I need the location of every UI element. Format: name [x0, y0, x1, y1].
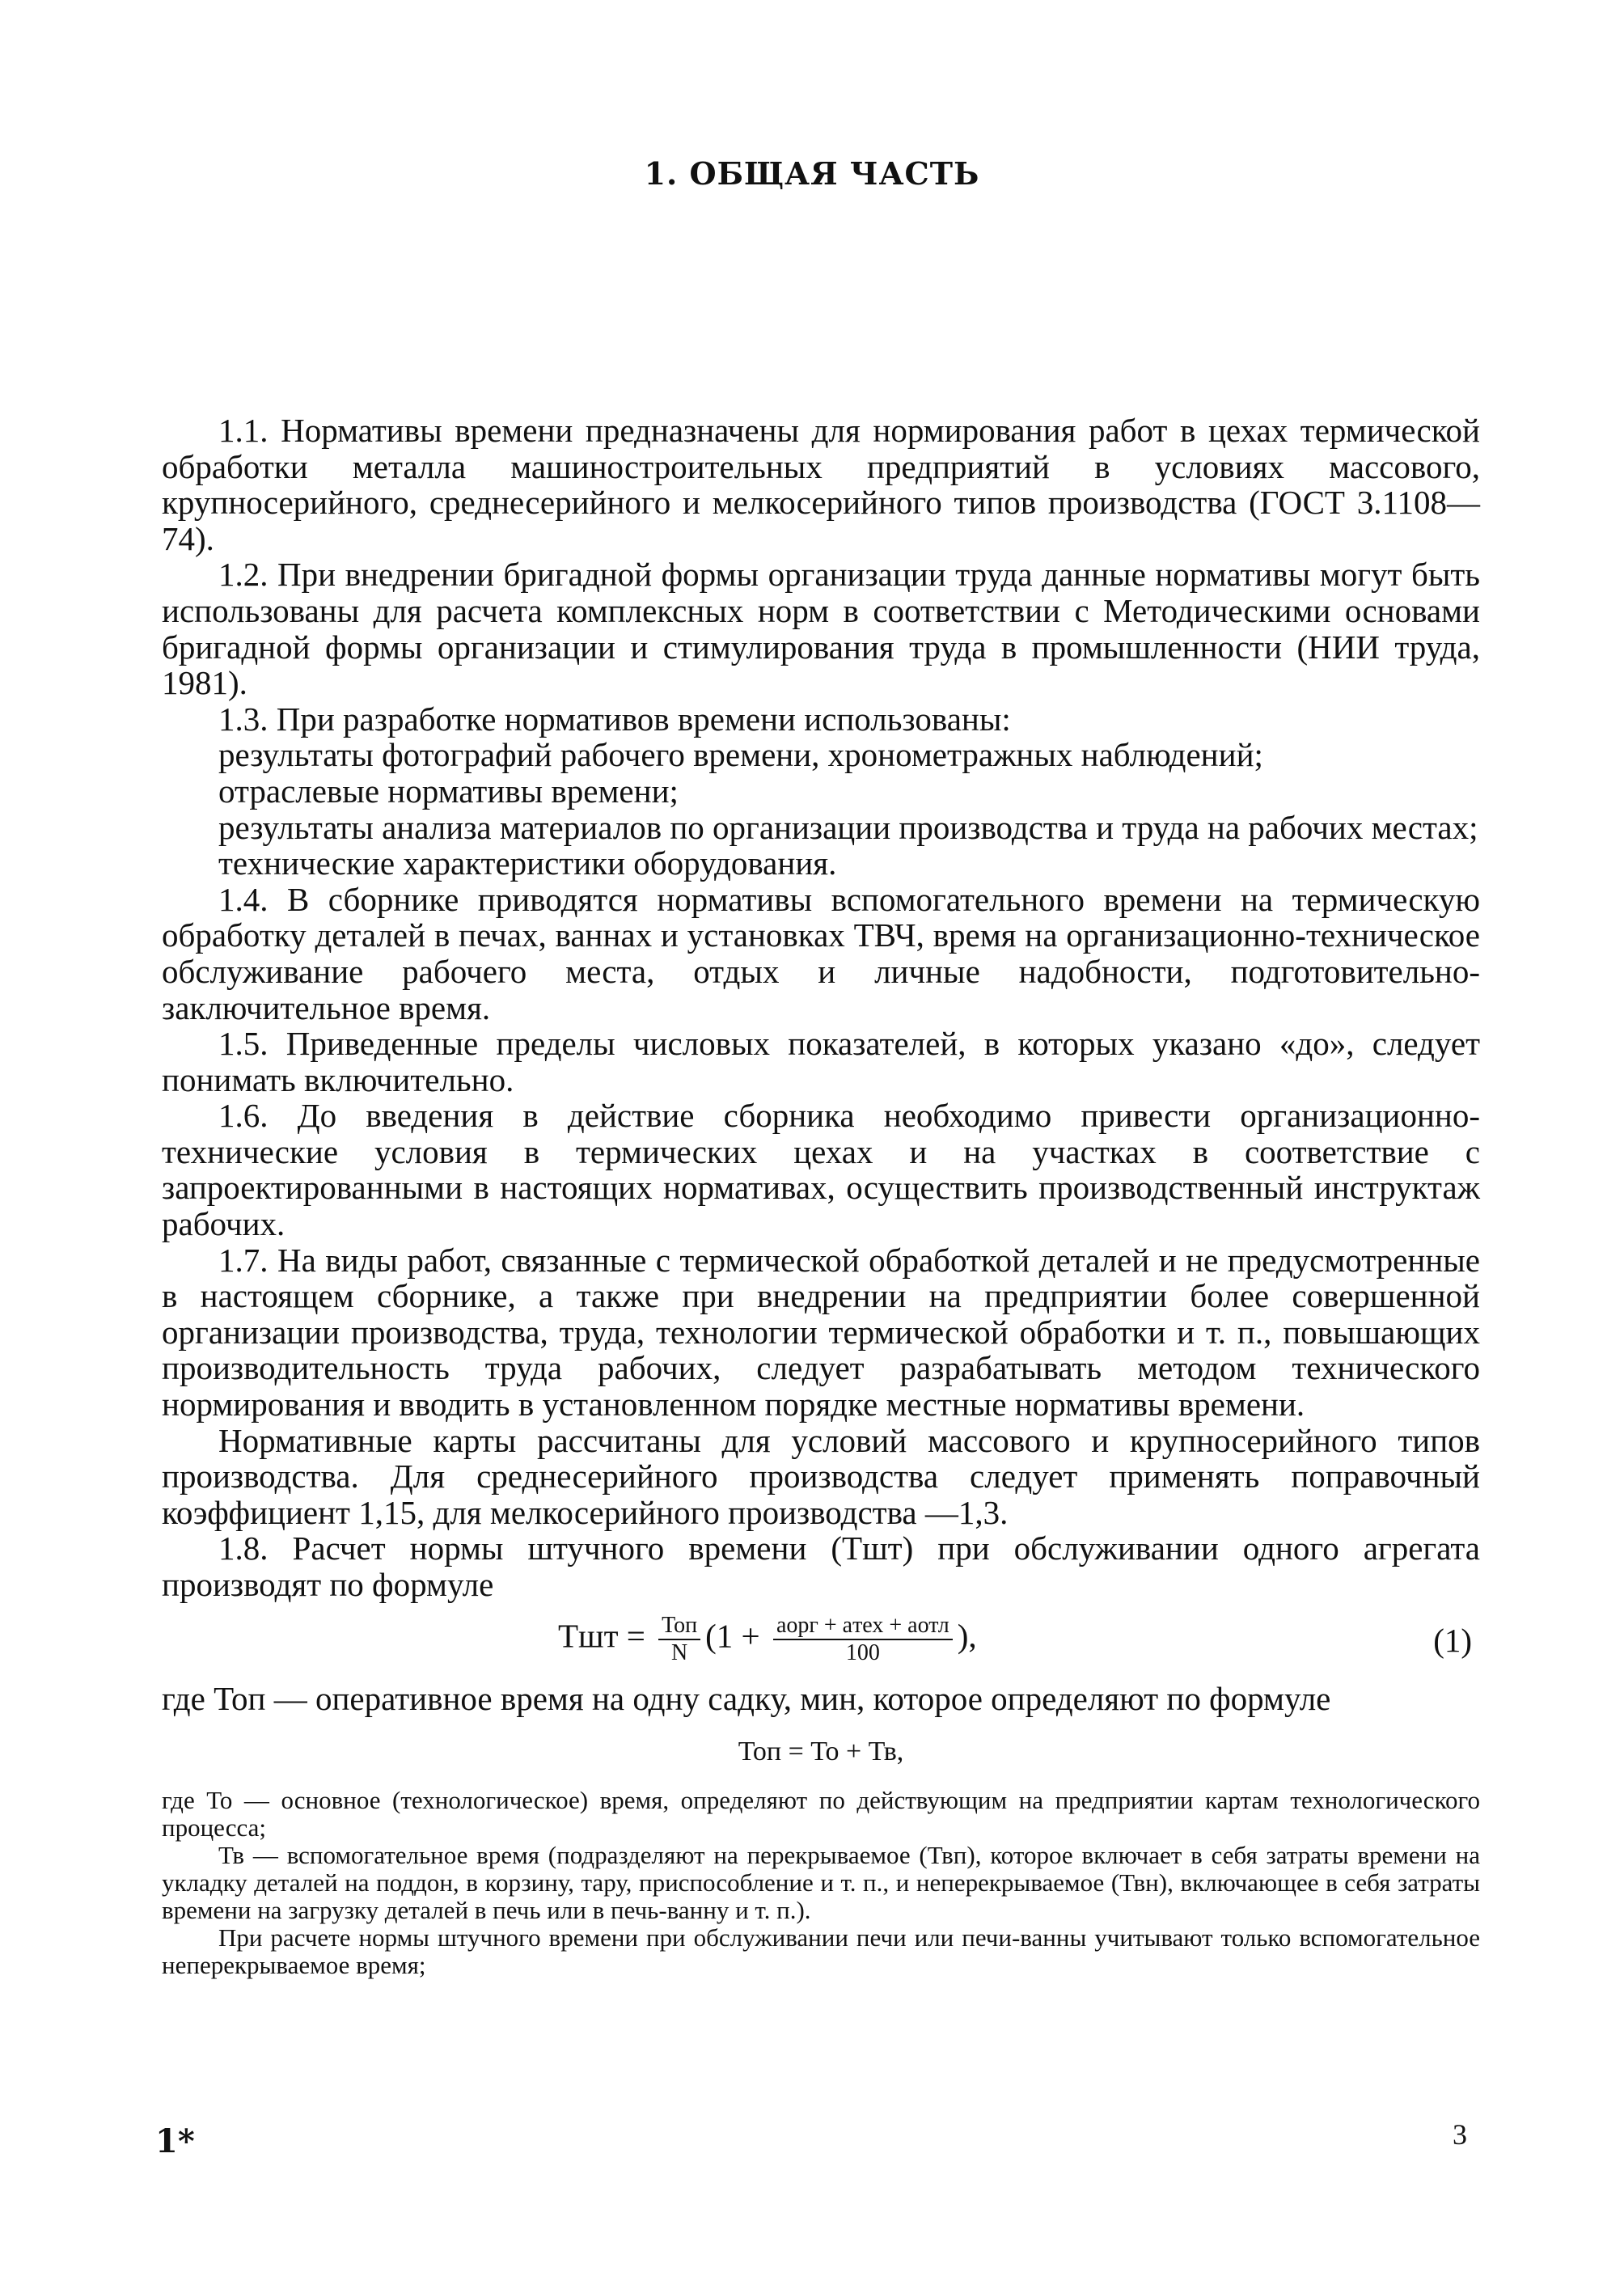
- signature-mark: 1*: [155, 2122, 195, 2160]
- list-item: отраслевые нормативы времени;: [218, 772, 679, 810]
- formula-eq: =: [618, 1617, 654, 1654]
- page-number: 3: [1453, 2118, 1467, 2151]
- note-3: При расчете нормы штучного времени при обслуживании печи или печи-ванны учитывают только вспомогательное неперекрываемое время;: [162, 1923, 1480, 1979]
- paragraph-1-8: 1.8. Расчет нормы штучного времени (Тшт) при обслуживании одного агрегата производят по формуле: [162, 1529, 1480, 1603]
- notes-block: [162, 1787, 1480, 1979]
- paragraph-1-5: 1.5. Приведенные пределы числовых показателей, в которых указано «до», следует понимать включительно.: [162, 1025, 1480, 1098]
- formula-close: ),: [957, 1617, 977, 1654]
- fraction-2-numerator: aорг + aтех + aотл: [773, 1613, 953, 1640]
- note-2: Тв — вспомогательное время (подразделяют на перекрываемое (Твп), которое включает в себя затраты времени на укладку деталей на поддон, в корзину, тару, приспособление и т. п., и неперекрываемое (Твн), включающее в себя затраты времени на загрузку деталей в печь или в печь-ванну и т. п.).: [162, 1840, 1480, 1924]
- fraction-2-denominator: 100: [845, 1639, 880, 1665]
- fraction-1-numerator: Топ: [658, 1613, 700, 1640]
- paragraph-cards: Нормативные карты рассчитаны для условий массового и крупносерийного типов производства. Для среднесерийного производства следует применять поправочный коэффициент 1,15, для мелкосерийного производства —1,3.: [162, 1421, 1480, 1531]
- fraction-1-denominator: N: [671, 1639, 688, 1665]
- paragraph-1-1: 1.1. Нормативы времени предназначены для нормирования работ в цехах термической обработки металла машиностроительных предприятий в условиях массового, крупносерийного, среднесерийного и мелкосерийного типов производства (ГОСТ 3.1108—74).: [162, 412, 1480, 557]
- list-item: технические характеристики оборудования.: [218, 844, 837, 882]
- page-title: 1. ОБЩАЯ ЧАСТЬ: [644, 155, 980, 192]
- note-1: где То — основное (технологическое) время, определяют по действующим на предприятии картам технологического процесса;: [162, 1785, 1480, 1842]
- formula-open: (1 +: [705, 1617, 768, 1654]
- paragraph-1-6: 1.6. До введения в действие сборника необходимо привести организационно-технические условия в термических цехах и на участках в соответствие с запроектированными в настоящих нормативах, осуществить производственный инструктаж рабочих.: [162, 1097, 1480, 1243]
- paragraph-1-4: 1.4. В сборнике приводятся нормативы вспомогательного времени на термическую обработку деталей в печах, ваннах и установках ТВЧ, время на организационно-техническое обслуживание рабочего места, отдых и личные надобности, подготовительно-заключительное время.: [162, 880, 1480, 1026]
- formula-1: [162, 1605, 1480, 1679]
- fraction-2: [773, 1613, 953, 1666]
- paragraph-top-definition: где Топ — оперативное время на одну садку, мин, которое определяют по формуле: [162, 1679, 1331, 1717]
- list-item: результаты фотографий рабочего времени, хронометражных наблюдений;: [218, 736, 1263, 774]
- main-text: [162, 412, 1480, 1979]
- fraction-1: [658, 1613, 700, 1666]
- formula-2: Топ = То + Тв,: [738, 1737, 904, 1767]
- formula-number: (1): [1433, 1621, 1472, 1659]
- formula-lhs: Тшт: [558, 1617, 619, 1654]
- paragraph-1-2: 1.2. При внедрении бригадной формы организации труда данные нормативы могут быть использованы для расчета комплексных норм в соответствии с Методическими основами бригадной формы организации и стимулирования труда в промышленности (НИИ труда, 1981).: [162, 556, 1480, 702]
- list-item: результаты анализа материалов по организации производства и труда на рабочих местах;: [218, 808, 1478, 846]
- formula-1-expression: [558, 1613, 977, 1666]
- paragraph-1-3: 1.3. При разработке нормативов времени использованы:: [218, 700, 1011, 738]
- paragraph-1-7: 1.7. На виды работ, связанные с термической обработкой деталей и не предусмотренные в настоящем сборнике, а также при внедрении на предприятии более совершенной организации производства, труда, технологии термической обработки и т. п., повышающих производительность труда рабочих, следует разрабатывать методом технического нормирования и вводить в установленном порядке местные нормативы времени.: [162, 1241, 1480, 1424]
